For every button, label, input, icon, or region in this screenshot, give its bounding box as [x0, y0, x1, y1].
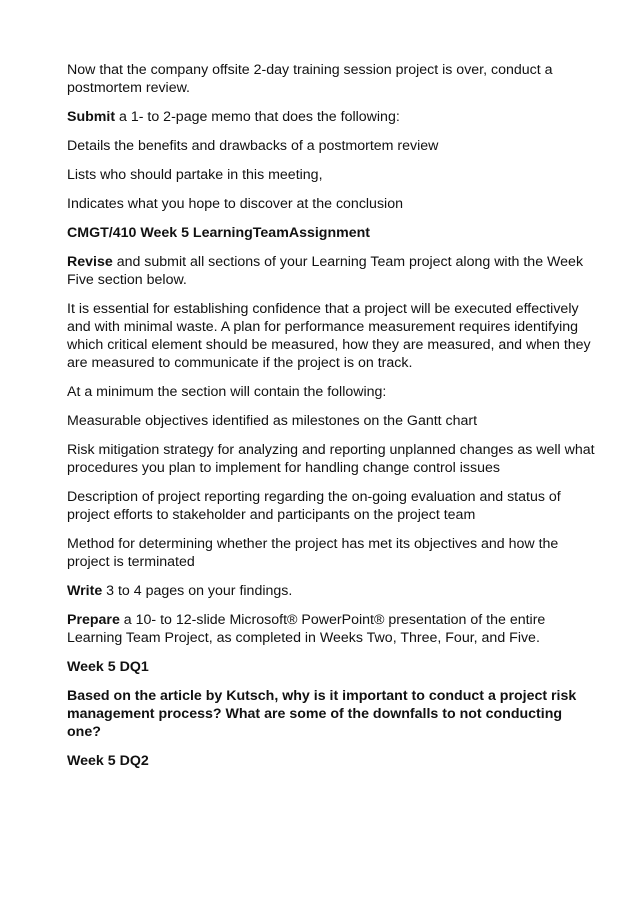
document-page: [67, 61, 595, 781]
submit-text: a 1- to 2-page memo that does the following:: [115, 109, 400, 125]
memo-item-benefits: Details the benefits and drawbacks of a postmortem review: [67, 138, 439, 154]
write-keyword: Write: [67, 583, 103, 599]
intro-paragraph: Now that the company offsite 2-day training session project is over, conduct a postmortem review.: [67, 62, 553, 96]
performance-paragraph: It is essential for establishing confidence that a project will be executed effectively and with minimal waste. A plan for performance measurement requires identifying which critical element should be measured, how they are measured, and when they are measured to communicate if the project is on track.: [67, 301, 591, 371]
section-item-method: Method for determining whether the project has met its objectives and how the project is terminated: [67, 536, 559, 570]
revise-paragraph: [67, 253, 595, 289]
write-text: 3 to 4 pages on your findings.: [102, 583, 293, 599]
revise-keyword: Revise: [67, 254, 113, 270]
prepare-text: a 10- to 12-slide Microsoft® PowerPoint® presentation of the entire Learning Team Project, as completed in Weeks Two, Three, Four, and Five.: [67, 612, 546, 646]
submit-paragraph: [67, 108, 595, 126]
revise-text: and submit all sections of your Learning Team project along with the Week Five section below.: [67, 254, 584, 288]
assignment-heading: CMGT/410 Week 5 LearningTeamAssignment: [67, 225, 371, 241]
memo-item-conclusion: Indicates what you hope to discover at the conclusion: [67, 196, 403, 212]
minimum-paragraph: At a minimum the section will contain the following:: [67, 384, 387, 400]
section-item-reporting: Description of project reporting regarding the on-going evaluation and status of project efforts to stakeholder and participants on the project team: [67, 489, 561, 523]
section-item-risk: Risk mitigation strategy for analyzing and reporting unplanned changes as well what procedures you plan to implement for handling change control issues: [67, 442, 595, 476]
submit-keyword: Submit: [67, 109, 116, 125]
dq1-question: Based on the article by Kutsch, why is it important to conduct a project risk management process? What are some of the downfalls to not conducting one?: [67, 688, 577, 740]
dq2-heading: Week 5 DQ2: [67, 753, 149, 769]
write-paragraph: [67, 582, 595, 600]
prepare-paragraph: [67, 611, 595, 647]
dq1-heading: Week 5 DQ1: [67, 659, 149, 675]
memo-item-participants: Lists who should partake in this meeting,: [67, 167, 323, 183]
section-item-objectives: Measurable objectives identified as milestones on the Gantt chart: [67, 413, 478, 429]
prepare-keyword: Prepare: [67, 612, 120, 628]
